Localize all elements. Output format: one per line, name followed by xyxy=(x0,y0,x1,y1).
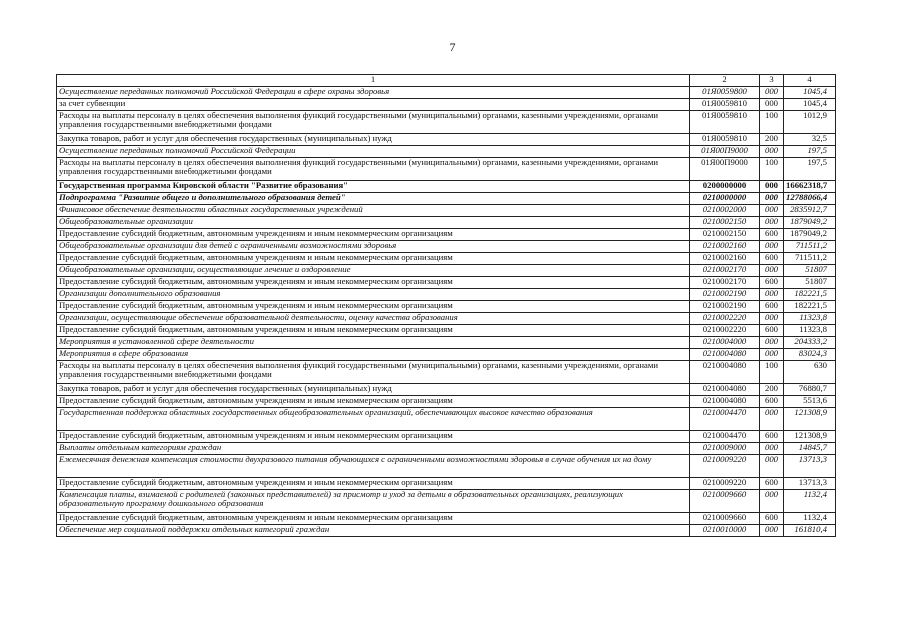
row-description: Организации, осуществляющие обеспечение образовательной деятельности, оценку качества образования xyxy=(57,313,690,325)
table-row xyxy=(57,253,836,265)
row-description: Осуществление переданных полномочий Российской Федерации в сфере охраны здоровья xyxy=(57,87,690,99)
row-target-code: 0210009220 xyxy=(690,455,760,478)
table-row xyxy=(57,87,836,99)
row-description: Выплаты отдельным категориям граждан xyxy=(57,443,690,455)
row-expense-type: 000 xyxy=(760,146,784,158)
row-description: Предоставление субсидий бюджетным, автономным учреждениям и иным некоммерческим организациям xyxy=(57,478,690,490)
table-row xyxy=(57,325,836,337)
row-target-code: 0210002150 xyxy=(690,229,760,241)
table-row xyxy=(57,301,836,313)
row-description: Предоставление субсидий бюджетным, автономным учреждениям и иным некоммерческим организациям xyxy=(57,396,690,408)
row-target-code: 0210004080 xyxy=(690,361,760,384)
table-row xyxy=(57,146,836,158)
row-amount: 1132,4 xyxy=(784,490,836,513)
table-row xyxy=(57,490,836,513)
row-expense-type: 000 xyxy=(760,313,784,325)
table-row xyxy=(57,229,836,241)
table-row xyxy=(57,478,836,490)
row-amount: 1012,9 xyxy=(784,111,836,134)
row-expense-type: 000 xyxy=(760,193,784,205)
table-row xyxy=(57,525,836,537)
row-amount: 182221,5 xyxy=(784,289,836,301)
row-target-code: 0210002150 xyxy=(690,217,760,229)
row-description: Предоставление субсидий бюджетным, автономным учреждениям и иным некоммерческим организациям xyxy=(57,325,690,337)
row-target-code: 0210000000 xyxy=(690,193,760,205)
table-row xyxy=(57,111,836,134)
row-expense-type: 600 xyxy=(760,325,784,337)
row-target-code: 0210004470 xyxy=(690,431,760,443)
row-expense-type: 000 xyxy=(760,349,784,361)
row-expense-type: 000 xyxy=(760,265,784,277)
row-expense-type: 600 xyxy=(760,513,784,525)
row-amount: 2835912,7 xyxy=(784,205,836,217)
table-row xyxy=(57,265,836,277)
table-row xyxy=(57,217,836,229)
row-description: Финансовое обеспечение деятельности областных государственных учреждений xyxy=(57,205,690,217)
row-target-code: 0210004470 xyxy=(690,408,760,431)
row-expense-type: 000 xyxy=(760,455,784,478)
header-col-3: 3 xyxy=(760,75,784,87)
row-amount: 1879049,2 xyxy=(784,229,836,241)
row-amount: 14845,7 xyxy=(784,443,836,455)
header-col-1: 1 xyxy=(57,75,690,87)
row-target-code: 0210002170 xyxy=(690,277,760,289)
row-amount: 121308,9 xyxy=(784,431,836,443)
header-col-2: 2 xyxy=(690,75,760,87)
row-target-code: 0200000000 xyxy=(690,181,760,193)
table-row xyxy=(57,289,836,301)
row-target-code: 01Я0059810 xyxy=(690,134,760,146)
row-description: Расходы на выплаты персоналу в целях обеспечения выполнения функций государственными (муниципальными) органами, казенными учреждениями, органами управления государственными внебюджетными фондами xyxy=(57,361,690,384)
row-amount: 197,5 xyxy=(784,158,836,181)
row-amount: 161810,4 xyxy=(784,525,836,537)
row-target-code: 0210009220 xyxy=(690,478,760,490)
row-target-code: 0210002170 xyxy=(690,265,760,277)
row-amount: 13713,3 xyxy=(784,478,836,490)
row-target-code: 0210004000 xyxy=(690,337,760,349)
row-target-code: 0210002160 xyxy=(690,241,760,253)
row-expense-type: 600 xyxy=(760,253,784,265)
row-description: Расходы на выплаты персоналу в целях обеспечения выполнения функций государственными (муниципальными) органами, казенными учреждениями, органами управления государственными внебюджетными фондами xyxy=(57,158,690,181)
row-description: Государственная программа Кировской области "Развитие образования" xyxy=(57,181,690,193)
row-amount: 83024,3 xyxy=(784,349,836,361)
row-expense-type: 000 xyxy=(760,241,784,253)
row-target-code: 0210002190 xyxy=(690,289,760,301)
row-expense-type: 100 xyxy=(760,111,784,134)
table-row xyxy=(57,408,836,431)
row-target-code: 0210009000 xyxy=(690,443,760,455)
table-row xyxy=(57,513,836,525)
row-description: Подпрограмма "Развитие общего и дополнительного образования детей" xyxy=(57,193,690,205)
row-amount: 1879049,2 xyxy=(784,217,836,229)
row-description: Расходы на выплаты персоналу в целях обеспечения выполнения функций государственными (муниципальными) органами, казенными учреждениями, органами управления государственными внебюджетными фондами xyxy=(57,111,690,134)
row-target-code: 01Я0059800 xyxy=(690,87,760,99)
row-expense-type: 100 xyxy=(760,158,784,181)
row-amount: 1132,4 xyxy=(784,513,836,525)
row-amount: 11323,8 xyxy=(784,325,836,337)
row-target-code: 01Я0059810 xyxy=(690,111,760,134)
row-target-code: 0210004080 xyxy=(690,384,760,396)
table-header-row xyxy=(57,75,836,87)
row-amount: 197,5 xyxy=(784,146,836,158)
row-expense-type: 000 xyxy=(760,87,784,99)
row-target-code: 0210002000 xyxy=(690,205,760,217)
row-target-code: 0210002190 xyxy=(690,301,760,313)
row-description: Государственная поддержка областных государственных общеобразовательных организаций, обеспечивающих высокое качество образования xyxy=(57,408,690,431)
row-amount: 204333,2 xyxy=(784,337,836,349)
row-target-code: 01Я00П9000 xyxy=(690,146,760,158)
row-target-code: 0210009660 xyxy=(690,490,760,513)
row-description: Мероприятия в установленной сфере деятельности xyxy=(57,337,690,349)
row-expense-type: 600 xyxy=(760,396,784,408)
row-amount: 630 xyxy=(784,361,836,384)
row-description: Общеобразовательные организации xyxy=(57,217,690,229)
table-row xyxy=(57,361,836,384)
row-expense-type: 600 xyxy=(760,229,784,241)
row-description: Компенсация платы, взимаемой с родителей (законных представителей) за присмотр и уход за детьми в образовательных организациях, реализующих образовательную программу дошкольного образования xyxy=(57,490,690,513)
table-row xyxy=(57,431,836,443)
row-amount: 13713,3 xyxy=(784,455,836,478)
table-body xyxy=(57,87,836,537)
row-amount: 51807 xyxy=(784,265,836,277)
row-amount: 711511,2 xyxy=(784,241,836,253)
row-amount: 16662318,7 xyxy=(784,181,836,193)
table-row xyxy=(57,99,836,111)
row-amount: 1045,4 xyxy=(784,87,836,99)
row-amount: 32,5 xyxy=(784,134,836,146)
row-expense-type: 600 xyxy=(760,431,784,443)
row-amount: 182221,5 xyxy=(784,301,836,313)
table-row xyxy=(57,181,836,193)
row-description: Обеспечение мер социальной поддержки отдельных категорий граждан xyxy=(57,525,690,537)
row-target-code: 0210010000 xyxy=(690,525,760,537)
row-amount: 12788066,4 xyxy=(784,193,836,205)
row-amount: 5513,6 xyxy=(784,396,836,408)
row-amount: 51807 xyxy=(784,277,836,289)
row-expense-type: 600 xyxy=(760,277,784,289)
table-row xyxy=(57,241,836,253)
row-expense-type: 600 xyxy=(760,478,784,490)
row-expense-type: 000 xyxy=(760,289,784,301)
row-target-code: 0210004080 xyxy=(690,349,760,361)
row-target-code: 0210002220 xyxy=(690,325,760,337)
row-description: Предоставление субсидий бюджетным, автономным учреждениям и иным некоммерческим организациям xyxy=(57,301,690,313)
row-target-code: 0210009660 xyxy=(690,513,760,525)
row-target-code: 0210002160 xyxy=(690,253,760,265)
table-row xyxy=(57,205,836,217)
row-description: Предоставление субсидий бюджетным, автономным учреждениям и иным некоммерческим организациям xyxy=(57,277,690,289)
row-description: Мероприятия в сфере образования xyxy=(57,349,690,361)
table-row xyxy=(57,455,836,478)
table-row xyxy=(57,158,836,181)
row-expense-type: 100 xyxy=(760,361,784,384)
table-row xyxy=(57,337,836,349)
row-description: Организации дополнительного образования xyxy=(57,289,690,301)
row-amount: 1045,4 xyxy=(784,99,836,111)
row-target-code: 0210004080 xyxy=(690,396,760,408)
row-expense-type: 000 xyxy=(760,181,784,193)
row-description: Предоставление субсидий бюджетным, автономным учреждениям и иным некоммерческим организациям xyxy=(57,229,690,241)
row-expense-type: 000 xyxy=(760,443,784,455)
table-row xyxy=(57,443,836,455)
table-row xyxy=(57,277,836,289)
row-description: Закупка товаров, работ и услуг для обеспечения государственных (муниципальных) нужд xyxy=(57,134,690,146)
row-amount: 76880,7 xyxy=(784,384,836,396)
row-expense-type: 000 xyxy=(760,205,784,217)
table-row xyxy=(57,313,836,325)
row-description: за счет субвенции xyxy=(57,99,690,111)
row-description: Общеобразовательные организации, осуществляющие лечение и оздоровление xyxy=(57,265,690,277)
row-description: Предоставление субсидий бюджетным, автономным учреждениям и иным некоммерческим организациям xyxy=(57,431,690,443)
row-expense-type: 000 xyxy=(760,99,784,111)
row-description: Предоставление субсидий бюджетным, автономным учреждениям и иным некоммерческим организациям xyxy=(57,513,690,525)
row-amount: 121308,9 xyxy=(784,408,836,431)
row-expense-type: 000 xyxy=(760,217,784,229)
row-target-code: 01Я0059810 xyxy=(690,99,760,111)
row-description: Закупка товаров, работ и услуг для обеспечения государственных (муниципальных) нужд xyxy=(57,384,690,396)
budget-table xyxy=(56,74,836,537)
row-amount: 11323,8 xyxy=(784,313,836,325)
page-number: 7 xyxy=(449,40,456,54)
row-expense-type: 000 xyxy=(760,525,784,537)
table-row xyxy=(57,384,836,396)
header-col-4: 4 xyxy=(784,75,836,87)
table-row xyxy=(57,396,836,408)
table-row xyxy=(57,193,836,205)
row-expense-type: 200 xyxy=(760,384,784,396)
row-description: Общеобразовательные организации для детей с ограниченными возможностями здоровья xyxy=(57,241,690,253)
row-description: Предоставление субсидий бюджетным, автономным учреждениям и иным некоммерческим организациям xyxy=(57,253,690,265)
row-description: Ежемесячная денежная компенсация стоимости двухразового питания обучающихся с ограниченными возможностями здоровья в случае обучения их на дому xyxy=(57,455,690,478)
table-row xyxy=(57,349,836,361)
row-amount: 711511,2 xyxy=(784,253,836,265)
row-expense-type: 600 xyxy=(760,301,784,313)
table-row xyxy=(57,134,836,146)
row-expense-type: 000 xyxy=(760,408,784,431)
row-target-code: 01Я00П9000 xyxy=(690,158,760,181)
row-target-code: 0210002220 xyxy=(690,313,760,325)
row-expense-type: 000 xyxy=(760,337,784,349)
row-expense-type: 000 xyxy=(760,490,784,513)
row-description: Осуществление переданных полномочий Российской Федерации xyxy=(57,146,690,158)
row-expense-type: 200 xyxy=(760,134,784,146)
